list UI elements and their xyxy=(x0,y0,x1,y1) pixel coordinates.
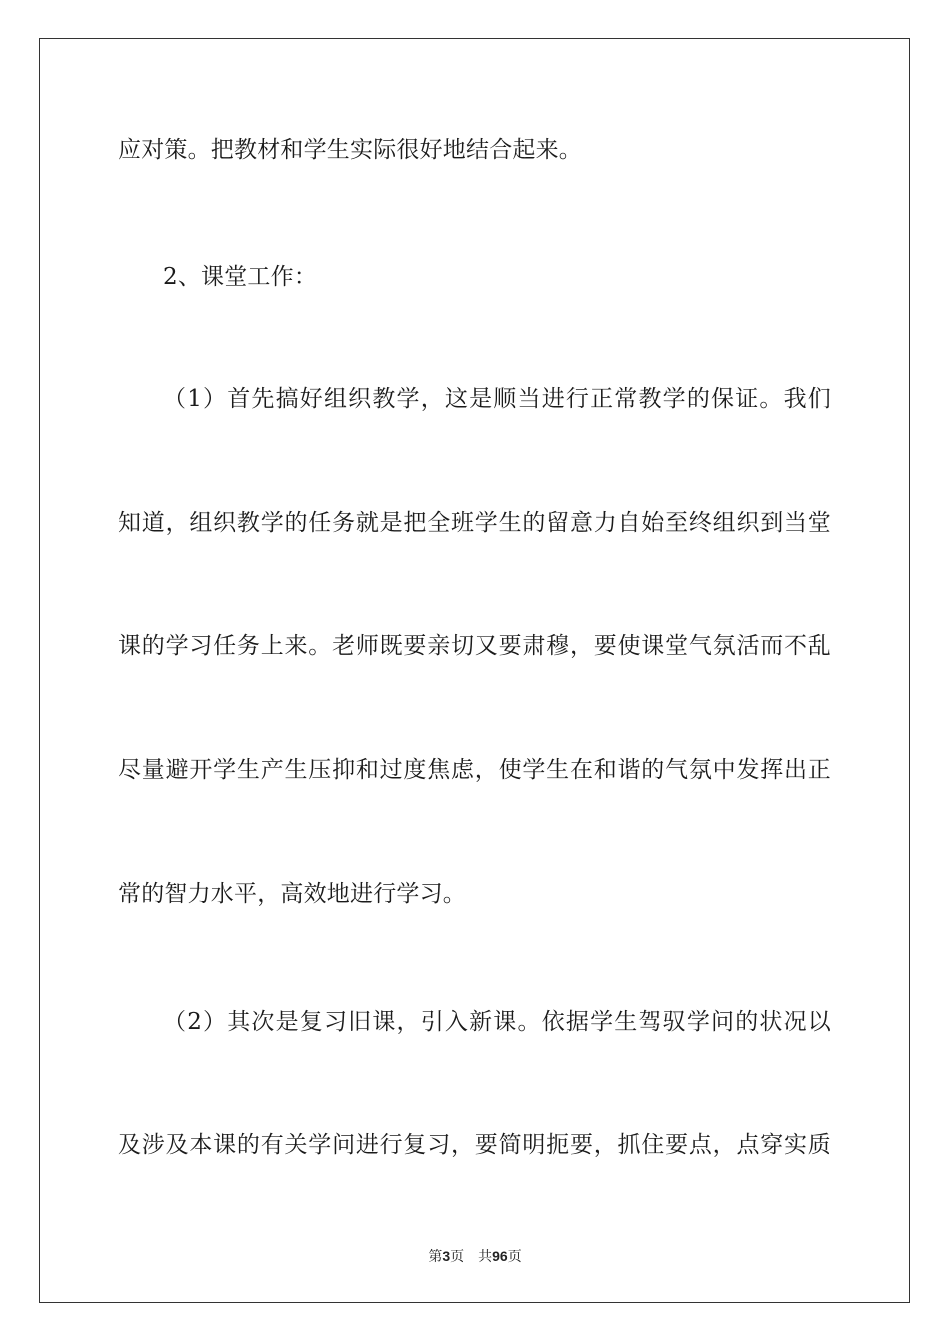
page-footer xyxy=(0,1247,950,1266)
section-heading: 2、课堂工作： xyxy=(163,264,318,290)
footer-page-prefix: 第 xyxy=(428,1249,443,1265)
footer-total-pages: 96 xyxy=(492,1248,508,1264)
paragraph-line-8: （2）其次是复习旧课，引入新课。依据学生驾驭学问的状况以 xyxy=(163,1009,831,1035)
paragraph-line-4: 知道，组织教学的任务就是把全班学生的留意力自始至终组织到当堂 xyxy=(118,510,831,536)
footer-total-prefix: 共 xyxy=(478,1249,493,1265)
paragraph-line-3: （1）首先搞好组织教学，这是顺当进行正常教学的保证。我们 xyxy=(163,386,831,412)
footer-page-suffix: 页 xyxy=(450,1249,465,1265)
paragraph-line-6: 尽量避开学生产生压抑和过度焦虑，使学生在和谐的气氛中发挥出正 xyxy=(118,757,831,783)
paragraph-line-9: 及涉及本课的有关学问进行复习，要简明扼要，抓住要点，点穿实质 xyxy=(118,1132,831,1158)
paragraph-line-7: 常的智力水平，高效地进行学习。 xyxy=(118,881,466,907)
page-border xyxy=(39,38,910,1303)
paragraph-line-1: 应对策。把教材和学生实际很好地结合起来。 xyxy=(118,137,582,163)
footer-total-suffix: 页 xyxy=(507,1249,522,1265)
footer-page-number: 3 xyxy=(442,1248,451,1264)
paragraph-line-5: 课的学习任务上来。老师既要亲切又要肃穆，要使课堂气氛活而不乱 xyxy=(118,633,831,659)
